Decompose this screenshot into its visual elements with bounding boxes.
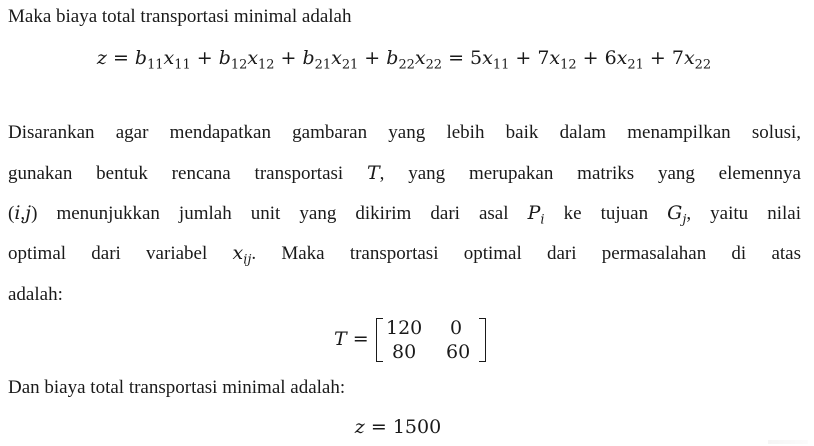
paragraph-line-2: gunakan bentuk rencana transportasi T, yang merupakan matriks yang elemennya xyxy=(8,162,801,184)
closing-text: Dan biaya total transportasi minimal adalah: xyxy=(8,377,346,398)
matrix-bracket-right xyxy=(479,318,486,362)
paragraph-line-5: adalah: xyxy=(8,284,63,305)
transport-matrix-equation xyxy=(0,316,814,364)
var-G-j: $G_j$ xyxy=(667,202,687,228)
eq-lhs: z xyxy=(96,47,107,69)
result-value: 1500 xyxy=(392,416,442,438)
var-T: T xyxy=(366,162,380,184)
eq-num-term-1: $5x_{11}$ xyxy=(470,47,510,73)
eq-plus: + xyxy=(280,47,297,69)
matrix-cell-1-1: 120 xyxy=(386,317,423,339)
var-P-i: $P_i$ xyxy=(527,202,545,228)
result-equals: = xyxy=(370,416,387,438)
corner-mark xyxy=(768,440,808,444)
eq-term-4: $b_{22}x_{22}$ xyxy=(386,47,443,73)
eq-term-2: $b_{12}x_{12}$ xyxy=(218,47,275,73)
result-lhs: z xyxy=(354,416,365,438)
result-equation xyxy=(0,416,805,438)
eq-plus: + xyxy=(582,47,599,69)
paragraph-line-1: Disarankan agar mendapatkan gambaran yang lebih baik dalam menampilkan solusi, xyxy=(8,122,801,143)
matrix-cell-1-2: 0 xyxy=(450,317,463,339)
eq-plus: + xyxy=(515,47,532,69)
eq-num-term-2: $7x_{12}$ xyxy=(537,47,577,73)
eq-plus: + xyxy=(196,47,213,69)
eq-equals-2: = xyxy=(448,47,464,69)
eq-term-3: $b_{21}x_{21}$ xyxy=(302,47,359,73)
paragraph-line-4: optimal dari variabel $x_{ij}$. Maka transportasi optimal dari permasalahan di atas xyxy=(8,242,801,268)
eq-term-1: $b_{11}x_{11}$ xyxy=(134,47,191,73)
var-x-ij: $x_{ij}$ xyxy=(232,242,252,268)
paragraph-line-3: (i,j) menunjukkan jumlah unit yang dikirim dari asal $P_i$ ke tujuan $G_j$, yaitu nilai xyxy=(8,202,801,228)
matrix-cell-2-1: 80 xyxy=(392,341,417,363)
objective-equation xyxy=(0,47,811,73)
eq-equals: = xyxy=(112,47,129,69)
eq-plus: + xyxy=(364,47,381,69)
matrix-lhs: T = xyxy=(334,328,369,350)
matrix-cell-2-2: 60 xyxy=(446,341,471,363)
eq-plus: + xyxy=(649,47,666,69)
intro-text: Maka biaya total transportasi minimal adalah xyxy=(8,6,352,27)
matrix-bracket-left xyxy=(376,318,383,362)
eq-num-term-3: $6x_{21}$ xyxy=(604,47,644,73)
transport-matrix xyxy=(376,316,486,364)
eq-num-term-4: $7x_{22}$ xyxy=(671,47,712,73)
